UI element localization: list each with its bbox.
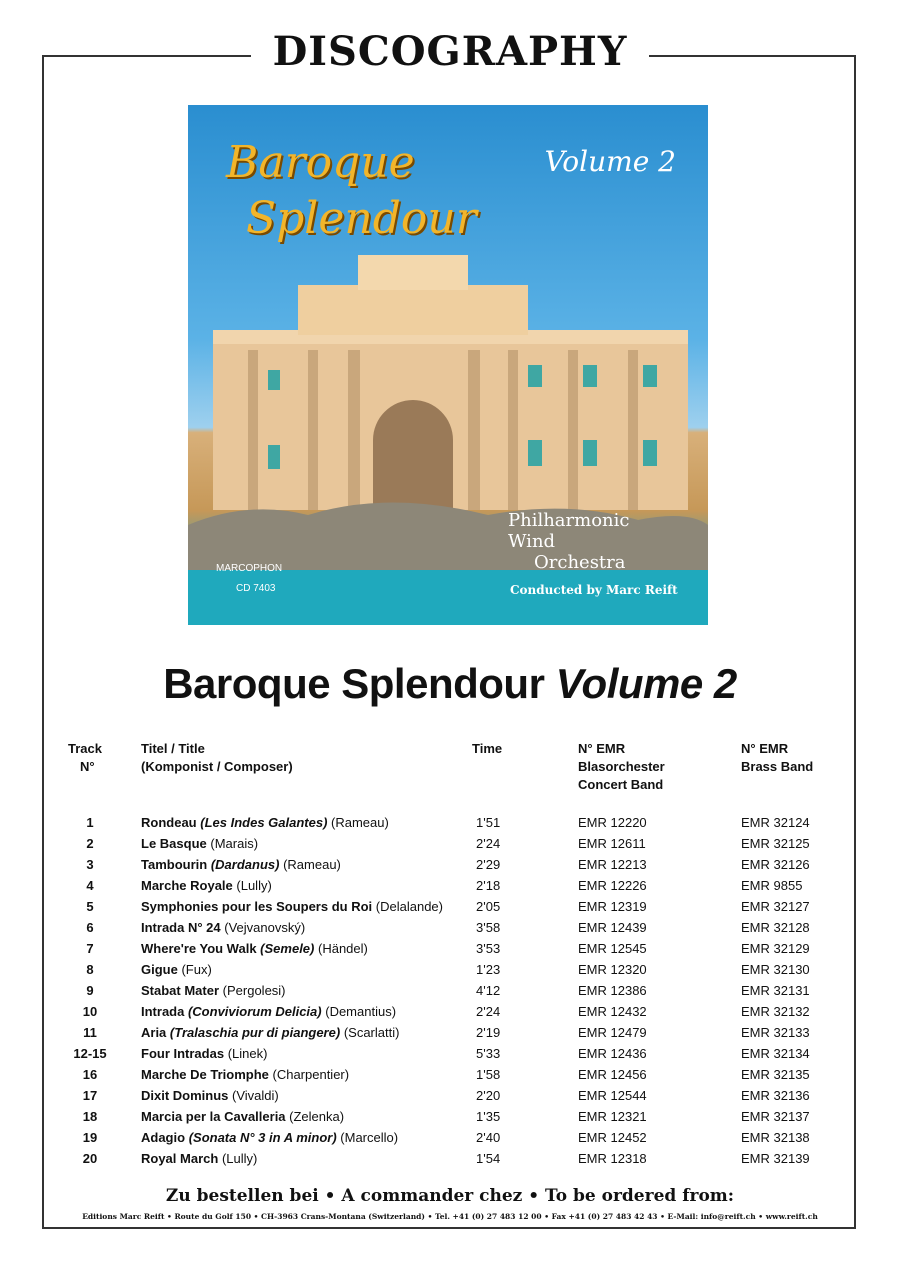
track-number: 12-15 — [73, 1046, 107, 1061]
title-text: Le Basque — [141, 836, 207, 851]
emr-concert-band-number: EMR 12220 — [578, 815, 647, 830]
table-row — [0, 1151, 900, 1172]
title-text: Marcia per la Cavalleria — [141, 1109, 286, 1124]
table-row — [0, 941, 900, 962]
track-number: 16 — [82, 1067, 98, 1082]
emr-concert-band-number: EMR 12545 — [578, 941, 647, 956]
table-row — [0, 899, 900, 920]
track-time: 1'51 — [476, 815, 501, 830]
emr-concert-band-number: EMR 12432 — [578, 1004, 647, 1019]
track-title — [141, 962, 212, 977]
track-title — [141, 1088, 279, 1103]
title-text: Dixit Dominus — [141, 1088, 229, 1103]
title-subtitle: (Conviviorum Delicia) — [187, 1004, 322, 1019]
emr-concert-band-number: EMR 12611 — [578, 836, 646, 851]
emr-concert-band-number: EMR 12386 — [578, 983, 647, 998]
page-title: DISCOGRAPHY — [251, 28, 650, 75]
table-row — [0, 815, 900, 836]
composer-text: (Fux) — [181, 962, 212, 977]
track-title — [141, 899, 443, 914]
track-title — [141, 1025, 399, 1040]
emr-brass-band-number: EMR 32132 — [741, 1004, 810, 1019]
emr-brass-band-number: EMR 32129 — [741, 941, 810, 956]
track-title — [141, 983, 286, 998]
emr-brass-band-number: EMR 32137 — [741, 1109, 810, 1124]
title-text: Marche Royale — [141, 878, 233, 893]
composer-text: (Rameau) — [283, 857, 341, 872]
composer-text: (Vivaldi) — [232, 1088, 279, 1103]
title-text: Stabat Mater — [141, 983, 220, 998]
emr-concert-band-number: EMR 12226 — [578, 878, 647, 893]
cover-orchestra: Philharmonic Wind Orchestra — [508, 510, 630, 573]
track-time: 2'19 — [476, 1025, 501, 1040]
emr-brass-band-number: EMR 32130 — [741, 962, 810, 977]
track-time: 2'20 — [476, 1088, 501, 1103]
track-number: 11 — [83, 1025, 97, 1040]
composer-text: (Pergolesi) — [222, 983, 286, 998]
track-time: 2'24 — [476, 1004, 501, 1019]
composer-text: (Lully) — [221, 1151, 258, 1166]
track-time: 3'53 — [476, 941, 501, 956]
composer-text: (Vejvanovský) — [224, 920, 306, 935]
emr-brass-band-number: EMR 32133 — [741, 1025, 810, 1040]
emr-brass-band-number: EMR 32128 — [741, 920, 810, 935]
title-subtitle: (Semele) — [260, 941, 315, 956]
track-number: 1 — [86, 815, 94, 830]
emr-concert-band-number: EMR 12479 — [578, 1025, 647, 1040]
cover-title: Baroque Splendour — [226, 137, 477, 244]
emr-brass-band-number: EMR 32135 — [741, 1067, 810, 1082]
emr-concert-band-number: EMR 12439 — [578, 920, 647, 935]
track-time: 2'05 — [476, 899, 501, 914]
composer-text: (Demantius) — [325, 1004, 397, 1019]
cd-number: CD 7403 — [236, 583, 276, 594]
title-subtitle: (Dardanus) — [210, 857, 280, 872]
title-subtitle: (Les Indes Galantes) — [200, 815, 328, 830]
header-emr-brass-band: N° EMR Brass Band — [741, 741, 814, 774]
title-text: Marche De Triomphe — [141, 1067, 269, 1082]
table-row — [0, 878, 900, 899]
cover-conductor: Conducted by Marc Reift — [510, 583, 678, 597]
header-time: Time — [472, 741, 503, 756]
emr-brass-band-number: EMR 32134 — [741, 1046, 810, 1061]
emr-brass-band-number: EMR 32131 — [741, 983, 810, 998]
track-time: 2'29 — [476, 857, 501, 872]
track-number: 4 — [86, 878, 94, 893]
composer-text: (Scarlatti) — [343, 1025, 400, 1040]
emr-brass-band-number: EMR 32124 — [741, 815, 810, 830]
composer-text: (Linek) — [227, 1046, 268, 1061]
publisher-address: Editions Marc Reift • Route du Golf 150 • CH-3963 Crans-Montana (Switzerland) • Tel. +41 (0) 27 483 12 00 • Fax +41 (0) 27 483 42 43 • E-Mail: info@reift.ch • www.reift.ch — [82, 1212, 818, 1221]
table-row — [0, 857, 900, 878]
track-time: 1'35 — [476, 1109, 501, 1124]
header-title: Titel / Title (Komponist / Composer) — [141, 741, 293, 774]
table-row — [0, 1025, 900, 1046]
composer-text: (Rameau) — [331, 815, 389, 830]
emr-concert-band-number: EMR 12452 — [578, 1130, 647, 1145]
track-title — [141, 815, 389, 830]
track-number: 10 — [82, 1004, 98, 1019]
table-row — [0, 1004, 900, 1025]
track-title — [141, 878, 272, 893]
track-title — [141, 1067, 349, 1082]
table-row — [0, 1130, 900, 1151]
emr-brass-band-number: EMR 32127 — [741, 899, 810, 914]
header-emr-concert-band: N° EMR Blasorchester Concert Band — [578, 741, 665, 792]
track-number: 5 — [86, 899, 94, 914]
emr-concert-band-number: EMR 12456 — [578, 1067, 647, 1082]
composer-text: (Delalande) — [375, 899, 443, 914]
title-text: Aria — [141, 1025, 167, 1040]
title-text: Where're You Walk — [141, 941, 257, 956]
record-label-logo: MARCOPHON — [216, 563, 283, 574]
track-number: 8 — [86, 962, 94, 977]
composer-text: (Charpentier) — [272, 1067, 350, 1082]
album-cover — [188, 105, 708, 625]
header-track: Track N° — [68, 741, 102, 774]
track-title — [141, 1109, 344, 1124]
emr-concert-band-number: EMR 12320 — [578, 962, 647, 977]
track-time: 2'18 — [476, 878, 501, 893]
title-subtitle: (Sonata N° 3 in A minor) — [188, 1130, 337, 1145]
table-row — [0, 1109, 900, 1130]
emr-concert-band-number: EMR 12318 — [578, 1151, 647, 1166]
title-text: Rondeau — [141, 815, 197, 830]
title-text: Intrada — [141, 1004, 185, 1019]
emr-brass-band-number: EMR 32125 — [741, 836, 810, 851]
track-time: 2'24 — [476, 836, 501, 851]
track-title — [141, 920, 305, 935]
emr-concert-band-number: EMR 12436 — [578, 1046, 647, 1061]
composer-text: (Marcello) — [340, 1130, 399, 1145]
title-text: Tambourin — [141, 857, 208, 872]
track-number: 6 — [86, 920, 94, 935]
emr-brass-band-number: EMR 32139 — [741, 1151, 810, 1166]
emr-brass-band-number: EMR 32136 — [741, 1088, 810, 1103]
table-row — [0, 920, 900, 941]
table-row — [0, 962, 900, 983]
title-text: Four Intradas — [141, 1046, 225, 1061]
composer-text: (Marais) — [210, 836, 259, 851]
title-text: Intrada N° 24 — [141, 920, 221, 935]
title-text: Gigue — [141, 962, 178, 977]
emr-concert-band-number: EMR 12319 — [578, 899, 647, 914]
discography-heading — [0, 28, 900, 75]
emr-brass-band-number: EMR 32138 — [741, 1130, 810, 1145]
album-title: Baroque Splendour Volume 2 — [163, 660, 737, 707]
emr-brass-band-number: EMR 9855 — [741, 878, 803, 893]
emr-concert-band-number: EMR 12213 — [578, 857, 647, 872]
track-title — [141, 836, 258, 851]
title-text: Symphonies pour les Soupers du Roi — [141, 899, 373, 914]
composer-text: (Zelenka) — [289, 1109, 345, 1124]
track-time: 3'58 — [476, 920, 501, 935]
track-title — [141, 1130, 398, 1145]
track-number: 9 — [86, 983, 94, 998]
track-time: 1'58 — [476, 1067, 501, 1082]
track-title — [141, 1004, 396, 1019]
title-subtitle: (Tralaschia pur di piangere) — [169, 1025, 341, 1040]
title-text: Royal March — [141, 1151, 219, 1166]
table-row — [0, 983, 900, 1004]
track-number: 17 — [82, 1088, 98, 1103]
composer-text: (Händel) — [318, 941, 368, 956]
emr-concert-band-number: EMR 12321 — [578, 1109, 647, 1124]
track-time: 5'33 — [476, 1046, 501, 1061]
table-row — [0, 1067, 900, 1088]
track-time: 1'54 — [476, 1151, 501, 1166]
track-title — [141, 941, 368, 956]
track-title — [141, 1046, 267, 1061]
emr-brass-band-number: EMR 32126 — [741, 857, 810, 872]
track-time: 1'23 — [476, 962, 501, 977]
title-text: Adagio — [141, 1130, 186, 1145]
track-title — [141, 857, 341, 872]
table-row — [0, 836, 900, 857]
track-number: 20 — [82, 1151, 98, 1166]
composer-text: (Lully) — [236, 878, 272, 893]
track-number: 7 — [86, 941, 94, 956]
cover-volume: Volume 2 — [544, 145, 676, 178]
track-time: 4'12 — [476, 983, 501, 998]
emr-concert-band-number: EMR 12544 — [578, 1088, 647, 1103]
track-number: 2 — [86, 836, 94, 851]
track-number: 18 — [82, 1109, 98, 1124]
track-number: 19 — [82, 1130, 98, 1145]
track-title — [141, 1151, 257, 1166]
table-row — [0, 1046, 900, 1067]
track-time: 2'40 — [476, 1130, 501, 1145]
table-row — [0, 1088, 900, 1109]
order-text: Zu bestellen bei • A commander chez • To be ordered from: — [165, 1186, 735, 1206]
track-number: 3 — [86, 857, 94, 872]
